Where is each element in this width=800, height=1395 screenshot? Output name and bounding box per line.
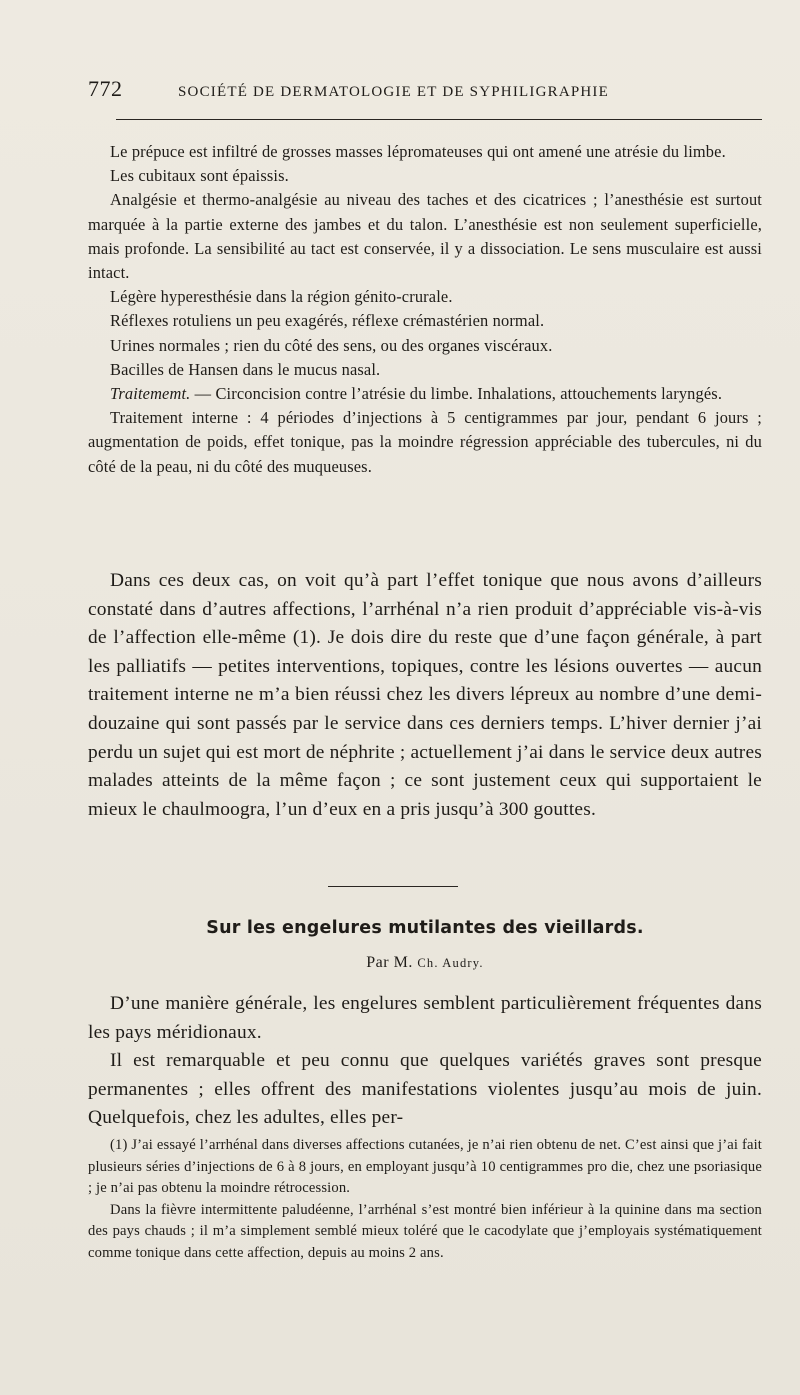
conclusion	[88, 567, 762, 824]
treatment-text: — Circoncision contre l’atrésie du limbe. Inhalations, attouchements laryngés.	[190, 384, 723, 404]
article-paragraph: Il est remarquable et peu connu que quelques variétés graves sont presque permanentes ; elles offrent des manifestations violentes jusqu’au mois de juin. Quelquefois, chez les adultes, elles per-	[88, 1050, 762, 1129]
article-title: Sur les engelures mutilantes des vieillards.	[206, 918, 644, 938]
footnote: Dans la fièvre intermittente paludéenne, l’arrhénal s’est montré bien inférieur à la quinine dans ma section des pays chauds ; il m’a simplement semblé mieux toléré que le cacodylate que j’employais systématiquement comme tonique dans cette affection, depuis au moins 2 ans.	[88, 1201, 762, 1261]
footnotes	[88, 1135, 762, 1265]
header-rule	[116, 119, 762, 120]
case-notes	[88, 140, 762, 479]
case-paragraph: Les cubitaux sont épaissis.	[110, 166, 289, 186]
treatment-label: Traitememt.	[110, 384, 191, 404]
footnote: (1) J’ai essayé l’arrhénal dans diverses affections cutanées, je n’ai rien obtenu de net. C’est ainsi que j’ai fait plusieurs séries d’injections de 6 à 8 jours, en employant jusqu’à 10 centigrammes pro die, chez une psoriasique ; je n’ai pas obtenu la moindre rétrocession.	[88, 1137, 762, 1197]
byline-prefix: Par M.	[366, 954, 418, 971]
case-paragraph: Analgésie et thermo-analgésie au niveau des taches et des cicatrices ; l’anesthésie est surtout marquée à la partie externe des jambes et du talon. L’anesthésie est non seulement superficielle, mais profonde. La sensibilité au tact est conservée, il y a dissociation. Le sens musculaire est aussi intact.	[88, 190, 762, 283]
case-paragraph: Bacilles de Hansen dans le mucus nasal.	[110, 359, 381, 379]
conclusion-paragraph: Dans ces deux cas, on voit qu’à part l’effet tonique que nous avons d’ailleurs constaté dans d’autres affections, l’arrhénal n’a rien produit d’appréciable vis-à-vis de l’affection elle-même (1). Je dois dire du reste que d’une façon générale, à part les palliatifs — petites interventions, topiques, contre les lésions ouvertes — aucun traitement interne ne m’a bien réussi chez les divers lépreux au nombre d’une demi-douzaine qui sont passés par le service dans ces derniers temps. L’hiver dernier j’ai perdu un sujet qui est mort de néphrite ; actuellement j’ai dans le service deux autres malades atteints de la même façon ; ce sont justement ceux qui supportaient le mieux le chaulmoogra, l’un d’eux en a pris jusqu’à 300 gouttes.	[88, 570, 762, 820]
page-header	[88, 76, 760, 106]
internal-treatment-paragraph: Traitement interne : 4 périodes d’injections à 5 centigrammes par jour, pendant 6 jours ; augmentation de poids, effet tonique, pas la moindre régression appréciable des tubercules, ni du côté de la peau, ni du côté des muqueuses.	[88, 408, 762, 476]
article-byline	[88, 954, 762, 972]
section-divider	[328, 886, 458, 887]
case-paragraph: Légère hyperesthésie dans la région génito-crurale.	[110, 287, 453, 307]
article-paragraph: D’une manière générale, les engelures semblent particulièrement fréquentes dans les pays méridionaux.	[88, 993, 762, 1043]
author-name: Ch. Audry.	[417, 956, 484, 970]
article-body	[88, 990, 762, 1133]
case-paragraph: Réflexes rotuliens un peu exagérés, réflexe crémastérien normal.	[110, 311, 545, 331]
page-number: 772	[88, 76, 123, 101]
case-paragraph: Le prépuce est infiltré de grosses masses lépromateuses qui ont amené une atrésie du limbe.	[110, 142, 726, 161]
running-head: SOCIÉTÉ DE DERMATOLOGIE ET DE SYPHILIGRAPHIE	[178, 84, 609, 100]
treatment-paragraph	[88, 382, 762, 406]
case-paragraph: Urines normales ; rien du côté des sens, ou des organes viscéraux.	[110, 335, 553, 355]
